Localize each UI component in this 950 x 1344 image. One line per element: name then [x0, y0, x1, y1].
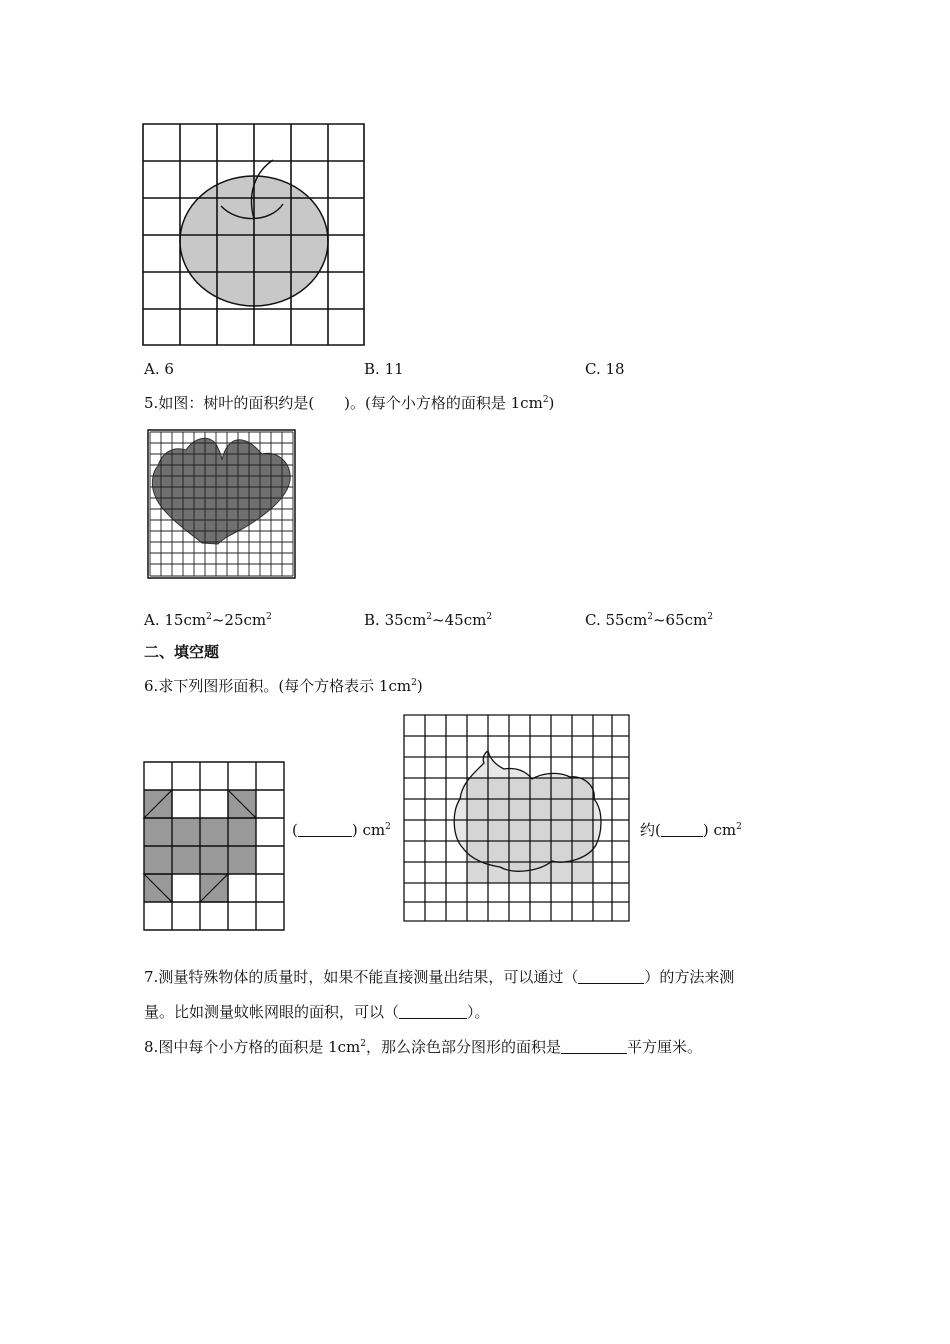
- q6-answer-1[interactable]: ( ) $cm^2$: [292, 821, 391, 839]
- q5-option-b[interactable]: B. $35cm^2\sim 45cm^2$: [364, 611, 493, 629]
- q7-line-1: 7.测量特殊物体的质量时，如果不能直接测量出结果，可以通过（ ）的方法来测: [144, 968, 735, 986]
- cloud-grid-figure: [404, 715, 630, 923]
- q7-blank-2[interactable]: [399, 1004, 467, 1019]
- leaf-grid-figure: [144, 426, 298, 580]
- apple-grid-figure: [143, 124, 365, 346]
- h-shape-grid-figure: [144, 762, 286, 932]
- q5-question: 5.如图：树叶的面积约是( )。(每个小方格的面积是 $1cm^2$): [144, 394, 555, 412]
- q6-blank-1[interactable]: [298, 822, 352, 837]
- q5-option-a[interactable]: A. $15cm^2\sim 25cm^2$: [144, 611, 272, 629]
- q6-blank-2[interactable]: [661, 822, 703, 837]
- q7-blank-1[interactable]: [578, 969, 644, 984]
- q6-question: 6.求下列图形面积。(每个方格表示 $1cm^2$): [144, 677, 423, 695]
- q8-question: 8.图中每个小方格的面积是 $1cm^2$，那么涂色部分图形的面积是 平方厘米。: [144, 1038, 703, 1056]
- q6-answer-2[interactable]: 约( ) $cm^2$: [640, 821, 742, 839]
- q8-blank[interactable]: [561, 1039, 627, 1054]
- q7-line-2: 量。比如测量蚊帐网眼的面积，可以（ ）。: [144, 1003, 490, 1021]
- q5-option-c[interactable]: C. $55cm^2\sim 65cm^2$: [585, 611, 713, 629]
- cloud-shape: [454, 751, 601, 871]
- q4-option-a[interactable]: A. 6: [144, 360, 174, 378]
- section-title: 二、填空题: [144, 643, 220, 661]
- q4-option-c[interactable]: C. 18: [585, 360, 625, 378]
- q4-option-b[interactable]: B. 11: [364, 360, 404, 378]
